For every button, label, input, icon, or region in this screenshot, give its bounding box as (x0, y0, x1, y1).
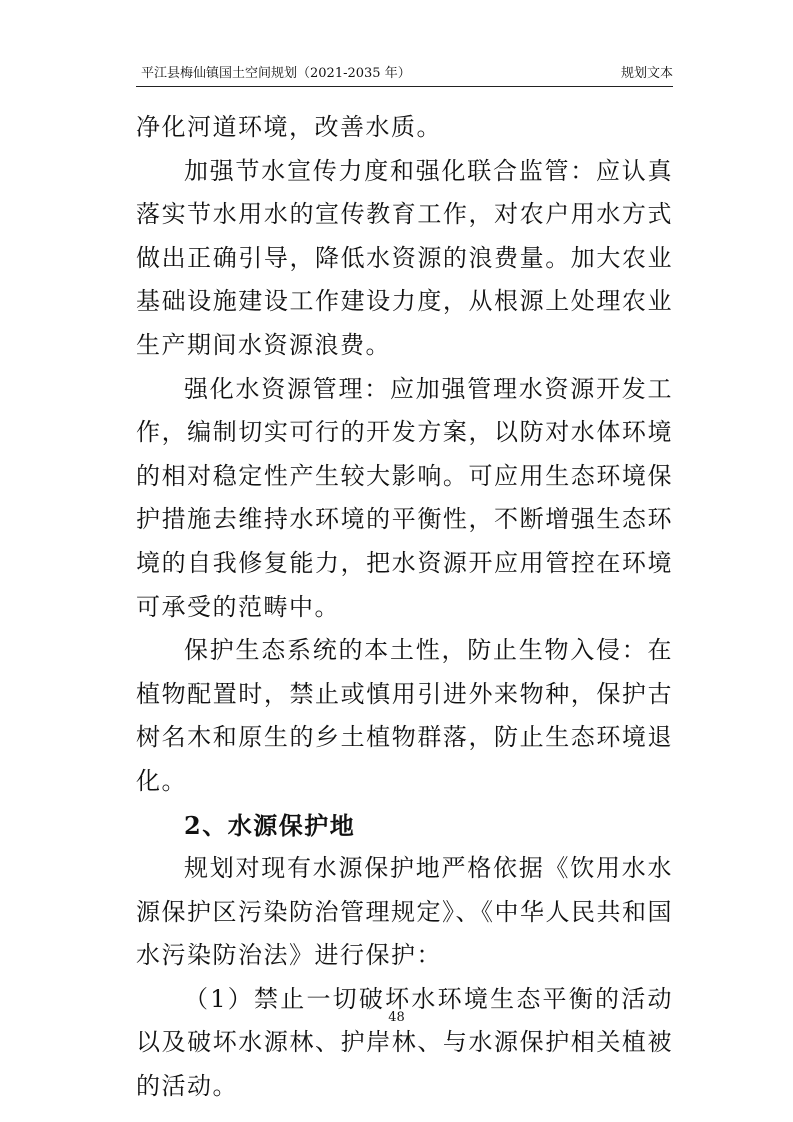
header-section-label: 规划文本 (620, 66, 673, 81)
section-heading: 2、水源保护地 (184, 810, 356, 840)
paragraph-water-source-protection: 规划对现有水源保护地严格依据《饮用水水源保护区污染防治管理规定》、《中华人民共和国水污染防治法》进行保护： (136, 854, 673, 970)
paragraph-water-resource-management: 强化水资源管理：应加强管理水资源开发工作，编制切实可行的开发方案，以防对水体环境的相对稳定性产生较大影响。可应用生态环境保护措施去维持水环境的平衡性，不断增强生态环境的自我修复能力，把水资源开应用管控在环境可承受的范畴中。 (136, 374, 673, 621)
header-document-title: 平江县梅仙镇国土空间规划（2021-2035 年） (141, 66, 411, 81)
list-item-1: （1）禁止一切破坏水环境生态平衡的活动以及破坏水源林、护岸林、与水源保护相关植被的活动。 (136, 984, 673, 1101)
paragraph-continuation: 净化河道环境，改善水质。 (136, 113, 442, 141)
document-body (136, 106, 673, 1109)
paragraph-water-saving-publicity: 加强节水宣传力度和强化联合监管：应认真落实节水用水的宣传教育工作，对农户用水方式做出正确引导，降低水资源的浪费量。加大农业基础设施建设工作建设力度，从根源上处理农业生产期间水资源浪费。 (136, 156, 673, 359)
page-number: 48 (388, 1010, 405, 1025)
header-divider (136, 86, 673, 87)
paragraph-ecosystem-protection: 保护生态系统的本土性，防止生物入侵：在植物配置时，禁止或慎用引进外来物种，保护古树名木和原生的乡土植物群落，防止生态环境退化。 (136, 636, 673, 795)
